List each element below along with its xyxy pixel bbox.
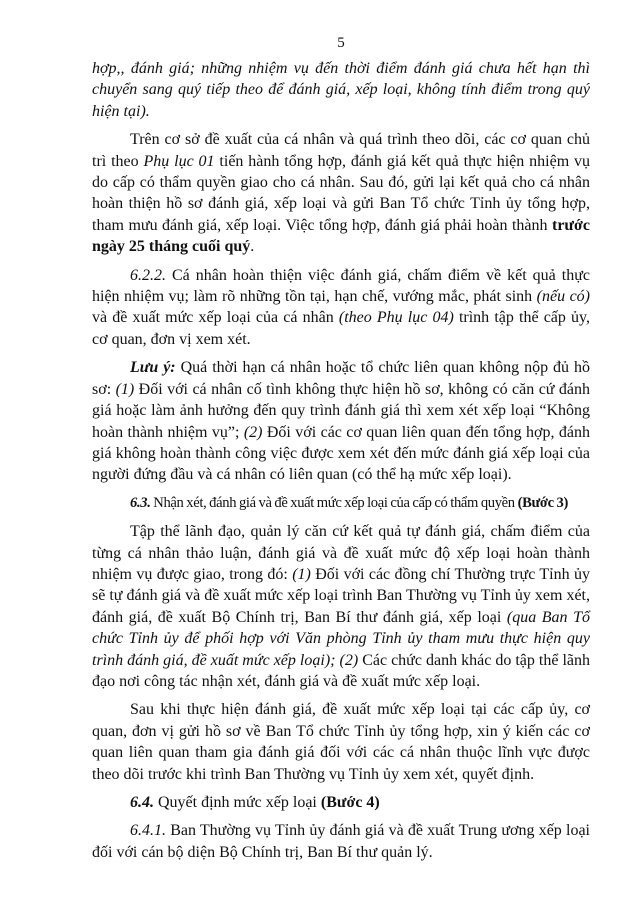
item-marker: (2)	[339, 651, 359, 669]
italic-note: (nếu có)	[536, 288, 591, 306]
text-run: .	[250, 238, 255, 256]
text-run: trình tập thể cấp ủy, cơ quan, đơn vị xem xét.	[92, 309, 590, 348]
text-run: Quá thời hạn cá nhân hoặc tổ chức liên quan không nộp đủ hồ sơ:	[92, 359, 591, 398]
text-run: và đề xuất mức xếp loại của cá nhân	[92, 309, 339, 327]
paragraph-collective-review	[92, 521, 590, 692]
item-marker: (1)	[292, 565, 311, 583]
deadline-bold: trước ngày 25 tháng cuối quý	[92, 216, 590, 256]
text-run: Đối với các đồng chí Thường trực Tỉnh ủy sẽ tự đánh giá và đề xuất mức xếp loại trình Ban Thường vụ Tỉnh ủy xem xét, đánh giá, đề xuất Bộ Chính trị, Ban Bí thư đánh giá, xếp loại	[92, 565, 590, 626]
italic-note: (qua Ban Tổ chức Tỉnh ủy để phối hợp với Văn phòng Tỉnh ủy tham mưu thực hiện quy trình đánh giá, đề xuất mức xếp loại);	[92, 608, 590, 669]
note-label: Lưu ý:	[130, 359, 176, 377]
document-page	[92, 34, 590, 870]
step-label: (Bước 4)	[320, 794, 380, 811]
text-run: Tập thể lãnh đạo, quản lý căn cứ kết quả tự đánh giá, chấm điểm của từng cá nhân thảo luận, đánh giá và đề xuất mức độ xếp loại hoàn thành nhiệm vụ được giao, trong đó:	[92, 523, 590, 583]
text-run: Sau khi thực hiện đánh giá, đề xuất mức xếp loại tại các cấp ủy, cơ quan, đơn vị gửi hồ sơ về Ban Tổ chức Tỉnh ủy tổng hợp, xin ý kiến các cơ quan liên quan tham gia đánh giá đối với các cá nhân thuộc lĩnh vực được theo dõi trước khi trình Ban Thường vụ Tỉnh ủy xem xét, quyết định.	[92, 701, 590, 783]
heading-6-4	[92, 792, 590, 813]
appendix-ref: Phụ lục 01	[143, 152, 215, 170]
page-number: 5	[337, 35, 345, 51]
appendix-ref: (theo Phụ lục 04)	[338, 309, 454, 327]
text-run: Đối với cá nhân cố tình không thực hiện hồ sơ, không có căn cứ đánh giá hoặc làm ảnh hưởng đến quy trình đánh giá thì xem xét xếp loại “Không hoàn thành nhiệm vụ”;	[92, 380, 590, 441]
heading-text: Nhận xét, đánh giá và đề xuất mức xếp loại của cấp có thẩm quyền	[150, 494, 518, 511]
paragraph-6-4-1	[92, 820, 590, 863]
section-number: 6.2.2.	[130, 266, 166, 284]
paragraph-6-2-2	[92, 265, 590, 351]
text-run: Cá nhân hoàn thiện việc đánh giá, chấm điểm về kết quả thực hiện nhiệm vụ; làm rõ những tồn tại, hạn chế, vướng mắc, phát sinh	[92, 266, 590, 306]
text-run: Các chức danh khác do tập thể lãnh đạo nơi công tác nhận xét, đánh giá và đề xuất mức xếp loại.	[92, 651, 591, 690]
section-number: 6.3.	[130, 494, 151, 511]
paragraph-note	[92, 357, 590, 485]
item-marker: (2)	[243, 423, 263, 441]
section-number: 6.4.	[130, 794, 154, 811]
heading-text: Quyết định mức xếp loại	[154, 794, 321, 811]
paragraph-synthesis	[92, 129, 590, 257]
text-run: Ban Thường vụ Tỉnh ủy đánh giá và đề xuất Trung ương xếp loại đối với cán bộ diện Bộ Chính trị, Ban Bí thư quản lý.	[92, 822, 590, 861]
text-run: Đối với các cơ quan liên quan đến tổng hợp, đánh giá không hoàn thành công việc được xem xét đến mức đánh giá xếp loại của người đứng đầu và cá nhân có liên quan (có thể hạ mức xếp loại).	[92, 423, 591, 484]
paragraph-continuation	[92, 58, 590, 122]
heading-6-3	[92, 493, 590, 514]
step-label: (Bước 3)	[517, 494, 568, 511]
continuation-text: hợp,, đánh giá; những nhiệm vụ đến thời điểm đánh giá chưa hết hạn thì chuyển sang quý tiếp theo để đánh giá, xếp loại, không tính điểm trong quý hiện tại).	[92, 60, 590, 120]
text-run: Trên cơ sở đề xuất của cá nhân và quá trình theo dõi, các cơ quan chủ trì theo	[92, 131, 590, 170]
paragraph-after-evaluation	[92, 699, 590, 785]
section-number: 6.4.1.	[130, 822, 166, 840]
item-marker: (1)	[115, 380, 135, 398]
text-run: tiến hành tổng hợp, đánh giá kết quả thực hiện nhiệm vụ do cấp có thẩm quyền giao cho cá nhân. Sau đó, gửi lại kết quả cho cá nhân hoàn thiện hồ sơ đánh giá, xếp loại và gửi Ban Tổ chức Tỉnh ủy tổng hợp, tham mưu đánh giá, xếp loại. Việc tổng hợp, đánh giá phải hoàn thành	[92, 152, 590, 234]
